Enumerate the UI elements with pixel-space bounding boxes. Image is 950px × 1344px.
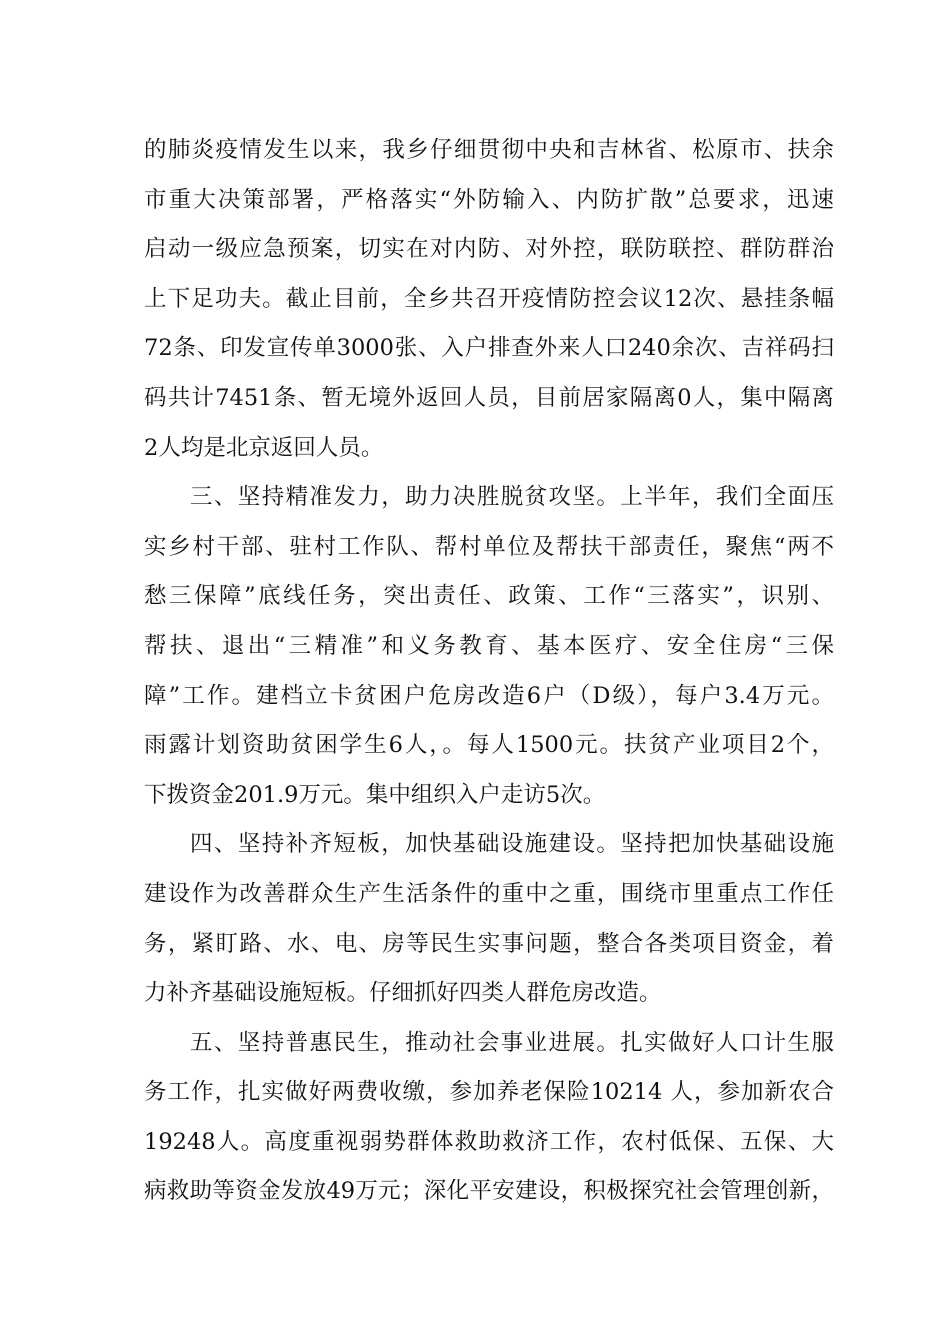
text-line: 务，紧盯路、水、电、房等民生实事问题，整合各类项目资金，着 — [144, 930, 834, 957]
text-line: 19248人。高度重视弱势群体救助救济工作，农村低保、五保、大 — [144, 1128, 834, 1155]
text-line: 帮扶、退出“三精准”和义务教育、基本医疗、安全住房“三保 — [144, 632, 834, 659]
section-heading-line: 五、坚持普惠民生，推动社会事业进展。扎实做好人口计生服 — [190, 1029, 834, 1056]
text-line: 72条、印发宣传单3000张、入户排查外来人口240余次、吉祥码扫 — [144, 335, 834, 362]
text-line: 的肺炎疫情发生以来，我乡仔细贯彻中央和吉林省、松原市、扶余 — [144, 137, 834, 163]
text-line: 务工作，扎实做好两费收缴，参加养老保险10214 人，参加新农合 — [144, 1079, 834, 1106]
text-line: 启动一级应急预案，切实在对内防、对外控，联防联控、群防群治 — [144, 236, 834, 263]
text-line: 2人均是北京返回人员。 — [144, 434, 384, 461]
section-heading-line: 四、坚持补齐短板，加快基础设施建设。坚持把加快基础设施 — [190, 831, 834, 858]
text-line: 愁三保障”底线任务，突出责任、政策、工作“三落实”，识别、 — [144, 583, 834, 610]
text-line: 雨露计划资助贫困学生6人，。每人1500元。扶贫产业项目2个， — [144, 732, 834, 759]
text-line: 障”工作。建档立卡贫困户危房改造6户（D级），每户3.4万元。 — [144, 682, 834, 709]
section-heading-line: 三、坚持精准发力，助力决胜脱贫攻坚。上半年，我们全面压 — [190, 484, 834, 511]
text-line: 病救助等资金发放49万元；深化平安建设，积极探究社会管理创新， — [144, 1178, 834, 1205]
text-line: 下拨资金201.9万元。集中组织入户走访5次。 — [144, 781, 606, 808]
text-line: 建设作为改善群众生产生活条件的重中之重，围绕市里重点工作任 — [144, 880, 834, 907]
text-line: 上下足功夫。截止目前，全乡共召开疫情防控会议12次、悬挂条幅 — [144, 285, 834, 312]
text-line: 实乡村干部、驻村工作队、帮村单位及帮扶干部责任，聚焦“两不 — [144, 533, 834, 560]
document-body — [144, 126, 834, 1217]
text-line: 码共计7451条、暂无境外返回人员，目前居家隔离0人，集中隔离 — [144, 384, 834, 411]
text-line: 市重大决策部署，严格落实“外防输入、内防扩散”总要求，迅速 — [144, 186, 834, 213]
text-line: 力补齐基础设施短板。仔细抓好四类人群危房改造。 — [144, 980, 662, 1007]
